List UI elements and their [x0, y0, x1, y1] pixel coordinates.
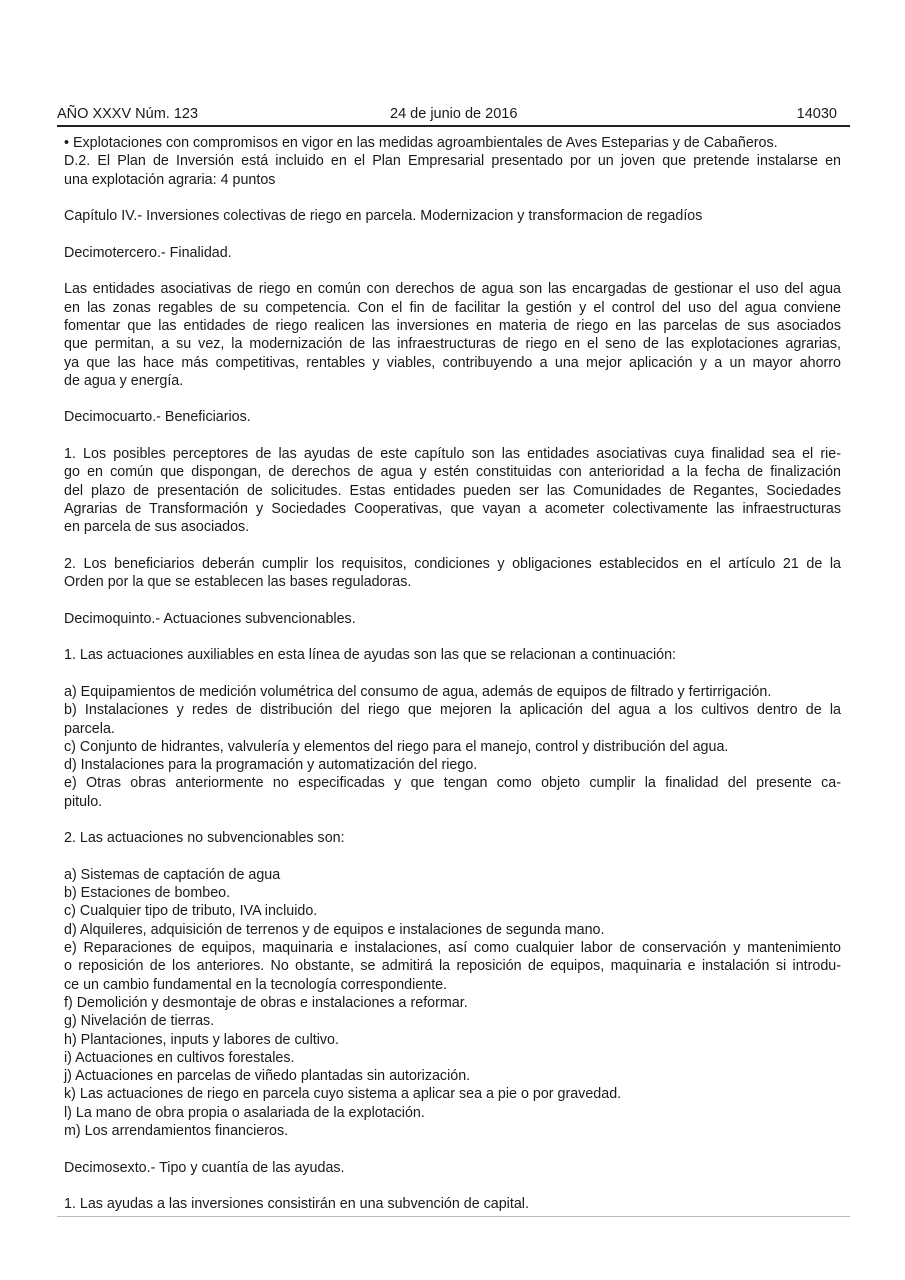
footer-rule — [57, 1216, 850, 1217]
paragraph — [64, 774, 841, 811]
text-line: go en común que dispongan, de derechos de agua y estén constituidas con anterioridad a la fecha de finalización — [64, 464, 841, 481]
paragraph — [64, 555, 841, 592]
text-line: 1. Las actuaciones auxiliables en esta línea de ayudas son las que se relacionan a continuación: — [64, 647, 677, 664]
paragraph-gap — [64, 262, 841, 280]
paragraph — [64, 134, 841, 152]
header-date: 24 de junio de 2016 — [390, 106, 518, 122]
text-line: j) Actuaciones en parcelas de viñedo plantadas sin autorización. — [64, 1068, 471, 1085]
paragraph-gap — [64, 628, 841, 646]
text-line: en parcela de sus asociados. — [64, 519, 250, 536]
text-line: i) Actuaciones en cultivos forestales. — [64, 1049, 295, 1066]
text-line: a) Sistemas de captación de agua — [64, 866, 281, 883]
paragraph — [64, 738, 841, 756]
text-line: ya que las hace más competitivas, rentables y viables, contribuyendo a una mejor aplicación y a un mayor ahorro — [64, 354, 841, 371]
text-line: a) Equipamientos de medición volumétrica del consumo de agua, además de equipos de filtrado y fertirrigación. — [64, 683, 772, 700]
text-line: b) Estaciones de bombeo. — [64, 885, 231, 902]
paragraph-gap — [64, 665, 841, 683]
paragraph — [64, 1122, 841, 1140]
text-line: e) Reparaciones de equipos, maquinaria e instalaciones, así como cualquier labor de conservación y mantenimiento — [64, 940, 841, 957]
text-line: una explotación agraria: 4 puntos — [64, 171, 276, 188]
paragraph-gap — [64, 848, 841, 866]
text-line: Decimotercero.- Finalidad. — [64, 244, 232, 261]
text-line: h) Plantaciones, inputs y labores de cultivo. — [64, 1031, 339, 1048]
text-line: Orden por la que se establecen las bases reguladoras. — [64, 574, 412, 591]
paragraph — [64, 445, 841, 536]
paragraph — [64, 1031, 841, 1049]
paragraph — [64, 1012, 841, 1030]
text-line: D.2. El Plan de Inversión está incluido en el Plan Empresarial presentado por un joven que pretende instalarse en — [64, 153, 841, 170]
text-line: • Explotaciones con compromisos en vigor en las medidas agroambientales de Aves Esteparias y de Cabañeros. — [64, 135, 778, 151]
paragraph — [64, 1085, 841, 1103]
paragraph — [64, 280, 841, 390]
paragraph-gap — [64, 537, 841, 555]
paragraph — [64, 610, 841, 628]
text-line: 1. Los posibles perceptores de las ayudas de este capítulo son las entidades asociativas cuya finalidad sea el rie- — [64, 446, 841, 463]
paragraph — [64, 994, 841, 1012]
paragraph — [64, 1049, 841, 1067]
paragraph — [64, 244, 841, 262]
text-line: d) Alquileres, adquisición de terrenos y de equipos e instalaciones de segunda mano. — [64, 921, 605, 938]
text-line: Capítulo IV.- Inversiones colectivas de riego en parcela. Modernizacion y transformacion de regadíos — [64, 208, 703, 225]
text-line: 2. Los beneficiarios deberán cumplir los requisitos, condiciones y obligaciones establecidos en el artículo 21 de la — [64, 555, 841, 572]
text-line: 2. Las actuaciones no subvencionables son: — [64, 830, 345, 847]
paragraph-gap — [64, 1140, 841, 1158]
header-page-number: 14030 — [796, 106, 837, 122]
text-line: b) Instalaciones y redes de distribución del riego que mejoren la aplicación del agua a los cultivos dentro de la — [64, 702, 841, 719]
paragraph-gap — [64, 1177, 841, 1195]
text-line: e) Otras obras anteriormente no especificadas y que tengan como objeto cumplir la finalidad del presente ca- — [64, 775, 841, 792]
text-line: que permitan, a su vez, la modernización de las infraestructuras de riego en el seno de las explotaciones agrarias, — [64, 336, 841, 353]
paragraph-gap — [64, 225, 841, 243]
text-line: en las zonas regables de su competencia. Con el fin de facilitar la gestión y el control del uso del agua conviene — [64, 299, 841, 316]
paragraph-gap — [64, 189, 841, 207]
paragraph — [64, 756, 841, 774]
paragraph — [64, 829, 841, 847]
text-line: l) La mano de obra propia o asalariada de la explotación. — [64, 1104, 425, 1121]
text-line: Decimoquinto.- Actuaciones subvencionables. — [64, 610, 356, 627]
paragraph — [64, 408, 841, 426]
text-line: Agrarias de Transformación y Sociedades Cooperativas, que vayan a acometer colectivamente las infraestructuras — [64, 500, 841, 517]
text-line: c) Cualquier tipo de tributo, IVA incluido. — [64, 903, 318, 920]
paragraph — [64, 683, 841, 701]
text-line: Decimocuarto.- Beneficiarios. — [64, 409, 251, 426]
paragraph — [64, 884, 841, 902]
text-line: Decimosexto.- Tipo y cuantía de las ayudas. — [64, 1159, 345, 1176]
text-line: Las entidades asociativas de riego en común con derechos de agua son las encargadas de gestionar el uso del agua — [64, 281, 841, 298]
paragraph — [64, 207, 841, 225]
header-issue: AÑO XXXV Núm. 123 — [57, 106, 199, 122]
page-header — [57, 104, 850, 127]
paragraph — [64, 866, 841, 884]
text-line: del plazo de presentación de solicitudes. Estas entidades pueden ser las Comunidades de Regantes, Sociedades — [64, 482, 841, 499]
paragraph — [64, 939, 841, 994]
text-line: c) Conjunto de hidrantes, valvulería y elementos del riego para el manejo, control y distribución del agua. — [64, 738, 729, 755]
text-line: g) Nivelación de tierras. — [64, 1013, 215, 1030]
document-body — [64, 134, 841, 1214]
paragraph — [64, 152, 841, 189]
text-line: de agua y energía. — [64, 372, 184, 389]
text-line: 1. Las ayudas a las inversiones consistirán en una subvención de capital. — [64, 1196, 529, 1213]
paragraph — [64, 1159, 841, 1177]
text-line: pitulo. — [64, 793, 103, 810]
text-line: d) Instalaciones para la programación y automatización del riego. — [64, 757, 478, 774]
paragraph-gap — [64, 591, 841, 609]
text-line: parcela. — [64, 720, 115, 737]
paragraph — [64, 646, 841, 664]
text-line: ce un cambio fundamental en la tecnología correspondiente. — [64, 976, 448, 993]
text-line: k) Las actuaciones de riego en parcela cuyo sistema a aplicar sea a pie o por gravedad. — [64, 1086, 622, 1103]
paragraph — [64, 921, 841, 939]
paragraph-gap — [64, 811, 841, 829]
text-line: o reposición de los anteriores. No obstante, se admitirá la reposición de equipos, maquinaria e instalación si introdu- — [64, 958, 841, 975]
paragraph-gap — [64, 390, 841, 408]
paragraph — [64, 1104, 841, 1122]
paragraph — [64, 701, 841, 738]
text-line: fomentar que las entidades de riego realicen las inversiones en materia de riego en las parcelas de sus asociados — [64, 317, 841, 334]
paragraph-gap — [64, 427, 841, 445]
paragraph — [64, 1067, 841, 1085]
text-line: m) Los arrendamientos financieros. — [64, 1123, 289, 1140]
paragraph — [64, 1195, 841, 1213]
text-line: f) Demolición y desmontaje de obras e instalaciones a reformar. — [64, 994, 468, 1011]
paragraph — [64, 902, 841, 920]
